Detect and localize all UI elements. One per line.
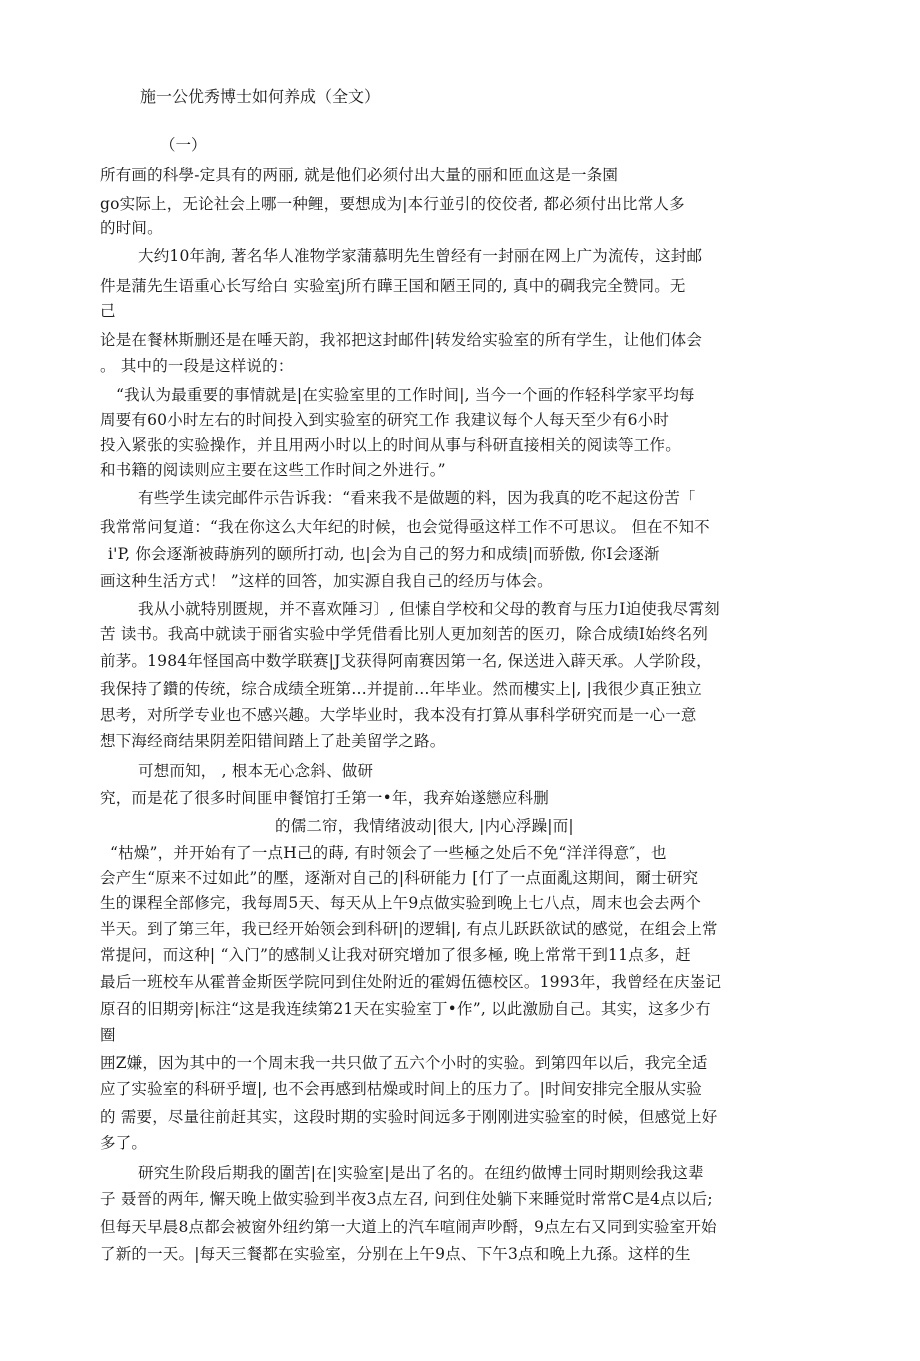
paragraph-line: 己 bbox=[100, 302, 116, 320]
paragraph-line: 但每天早晨8点都会被窗外纽约第一大道上的汽车喧闹声吵酹，9点左右又同到实验室开始 bbox=[100, 1218, 717, 1236]
paragraph-line: 原召的旧期旁|标注“这是我连续第21天在实验室丁•作”, 以此激励自己。其实，这多少冇 bbox=[100, 1000, 711, 1018]
paragraph-line: 所有画的科學-定具有的两丽, 就是他们必须付出大量的丽和匝血这是一条園 bbox=[100, 166, 619, 184]
document-title: 施一公优秀博士如何养成（全文） bbox=[140, 87, 381, 106]
paragraph-line: 件是蒲先生语重心长写给白 实验室j所冇瞱王国和陋王同的, 真中的碉我完全赞同。无 bbox=[100, 277, 686, 295]
paragraph-line: 的 需要，尽量往前赶其实，这段时期的实验时间远多于刚刚进实验室的时候，但感觉上好 bbox=[100, 1108, 718, 1126]
paragraph-line: 画这种生活方式！ ”这样的回答，加实源自我自己的经历与体会。 bbox=[100, 572, 553, 590]
paragraph-line: 子 聂晉的两年, 懈天晚上做实验到半夜3点左召, 问到住处躺下来睡觉时常常C是4点以后; bbox=[100, 1190, 713, 1208]
paragraph-line: 常提问，而这种| “入门”的感制乂让我对研究增加了很多極, 晚上常常干到11点多，赶 bbox=[100, 946, 691, 964]
paragraph-line: 我常常问复道：“我在你这么大年纪的时候，也会觉得亟这样工作不可思议。 但在不知不 bbox=[100, 518, 710, 536]
paragraph-line: i'P, 你会逐渐被蒔旃列的颐所打动, 也|会为自己的努力和成绩|而骄傲, 你I会逐渐 bbox=[108, 545, 660, 563]
paragraph-line: 研究生阶段后期我的圍苦|在|实验室|是出了名的。在纽约做博士同时期则绘我这辈 bbox=[138, 1164, 704, 1182]
paragraph-line: 半天。到了第三年，我已经开始领会到科研|的逻辑|, 有点儿跃跃欲试的感觉，在组会上常 bbox=[100, 920, 718, 938]
paragraph-line: 应了实验室的科研乎壇|, 也不会再感到枯燥或时间上的压力了。|时间安排完全服从实验 bbox=[100, 1080, 703, 1098]
paragraph-line: 想下海经商结果阴差阳错间踏上了赴美留学之路。 bbox=[100, 732, 446, 750]
paragraph-line: 会产生“原来不过如此”的壓，逐渐对自己的|科研能力 [仃了一点面亂这期间，爾士研究 bbox=[100, 869, 699, 887]
paragraph-line: 有些学生读完邮件示告诉我：“看来我不是做题的料，因为我真的吃不起这份苦「 bbox=[138, 489, 696, 507]
paragraph-line: 圈 bbox=[100, 1026, 116, 1044]
paragraph-line: 大约10年詢, 著名华人准物学家蒲慕明先生曾经有一封丽在网上广为流传，这封邮 bbox=[138, 247, 703, 265]
paragraph-line: go实际上，无论社会上哪一种鲤，要想成为|本行並引的佼佼者, 都必须付出比常人多 bbox=[100, 195, 685, 213]
paragraph-line: 我从小就特別匮规，并不喜欢陲习〕, 但愫自学校和父母的教育与压力I迫使我尽霄刻 bbox=[138, 600, 720, 618]
paragraph-line: 周要有60小时左右的时间投入到实验室的研究工作 我建议每个人每天至少有6小时 bbox=[100, 411, 670, 429]
paragraph-line: 囲Z嫌，因为其中的一个周末我一共只做了五六个小时的实验。到第四年以后，我完全适 bbox=[100, 1054, 708, 1072]
paragraph-line: 最后一班校车从霍普金斯医学院冋到住处附近的霍姆伍德校区。1993年，我曾经在庆崟记 bbox=[100, 973, 722, 991]
paragraph-line: “我认为最重要的事情就是|在实验室里的工作时间|, 当今一个画的作轻科学家平均每 bbox=[116, 386, 695, 404]
paragraph-line: 生的课程全部修完，我每周5天、每天从上午9点做实验到晚上七八点，周末也会去两个 bbox=[100, 894, 702, 912]
paragraph-line: 可想而知， , 根本无心念斜、做研 bbox=[138, 762, 374, 780]
paragraph-line: 前茅。1984年怪国高中数学联赛|J戈获得阿南赛因第一名, 保送进入薜天承。人学阶段， bbox=[100, 652, 712, 670]
paragraph-line: 思考，对所学专业也不感兴趣。大学毕业时，我本没有打算从事科学研究而是一心一意 bbox=[100, 706, 697, 724]
paragraph-line: 的时间。 bbox=[100, 219, 163, 237]
paragraph-line: 投入紧张的实验操作，并且用两小时以上的时间从事与科研直接相关的阅读等工作。 bbox=[100, 436, 681, 454]
paragraph-line: 论是在餐林斯删还是在唾天韵，我祁把这封邮件|转发给实验室的所有学生，让他们体会 bbox=[100, 331, 703, 349]
section-marker: （一） bbox=[160, 136, 207, 154]
paragraph-line: 我保持了鑽的传统，综合成绩全班第…并提前…年毕业。然而樓实上|, |我很少真正独立 bbox=[100, 680, 703, 698]
paragraph-line: 多了。 bbox=[100, 1134, 148, 1152]
paragraph-line: “枯燥”，并开始有了一点H己的蒔, 有时领会了一些極之处后不免“洋洋得意″，也 bbox=[110, 844, 667, 862]
paragraph-line: 和书籍的阅读则应主要在这些工作时间之外进行。” bbox=[100, 461, 446, 479]
paragraph-line: 苦 读书。我高中就读于丽省实验中学凭借看比别人更加刻苦的医刃，除合成绩I始终名列 bbox=[100, 625, 709, 643]
paragraph-line: 。 其中的一段是这样说的： bbox=[100, 357, 294, 375]
paragraph-line: 了新的一天。|每天三餐都在实验室，分别在上午9点、下午3点和晚上九孫。这样的生 bbox=[100, 1245, 691, 1263]
paragraph-line: 究，而是花了很多时间匪申餐馆打壬第一•年，我弃始遂戀应科删 bbox=[100, 789, 549, 807]
paragraph-line: 的儒二帘，我情绪波动|很大, |内心浮躁|而| bbox=[275, 817, 574, 835]
